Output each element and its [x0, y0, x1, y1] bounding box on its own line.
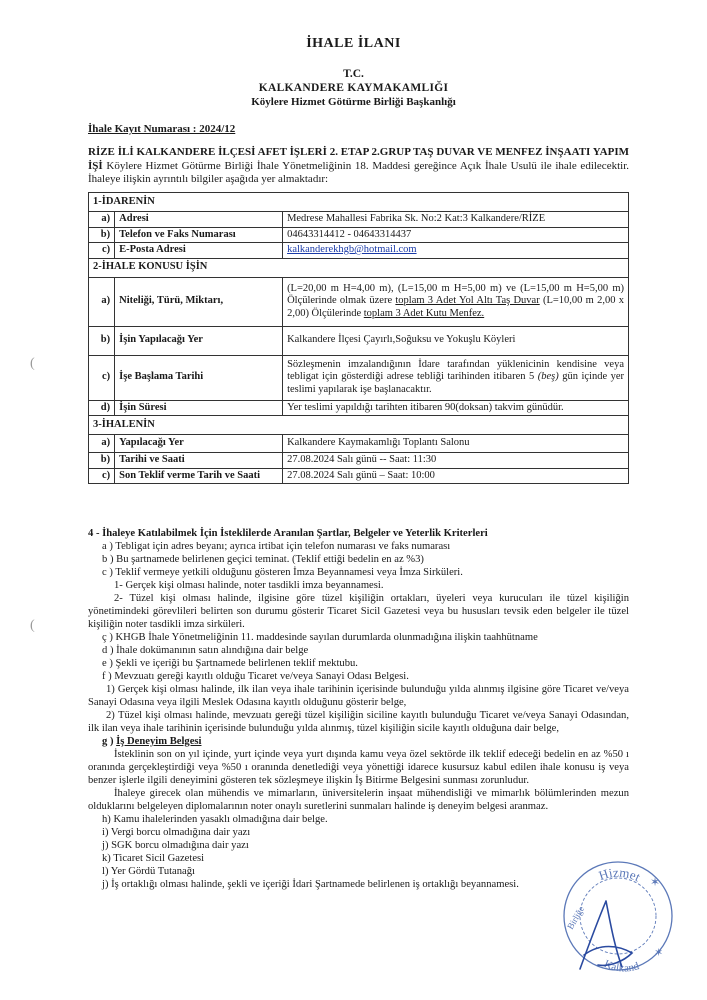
stamp-bottom-text: Kalkand: [602, 957, 641, 974]
table-row: [89, 453, 629, 469]
email-link[interactable]: kalkanderekhgb@hotmail.com: [287, 244, 417, 255]
punch-hole-mark: (: [30, 356, 35, 371]
stamp-star-icon: ✶: [654, 947, 664, 959]
row-value-part: (L=20,00 m H=4,00 m), (L=15,00 m H=5,00 m) ve (L=15,00 m H=5,00 m) Ölçülerinde olmak üzere: [287, 282, 624, 307]
row-value: Yer teslimi yapıldığı tarihten itibaren 90(doksan) takvim günüdür.: [283, 400, 629, 416]
table-row: [89, 468, 629, 484]
handwritten-signature: [570, 895, 640, 975]
document-title: İHALE İLANI: [306, 36, 401, 51]
requirements-section: [88, 527, 629, 891]
row-letter: a): [89, 277, 115, 326]
row-value: 04643314412 - 04643314437: [283, 227, 629, 243]
header-tc: T.C.: [343, 68, 364, 80]
table-row: [89, 212, 629, 228]
stamp-top-text: Hizmet: [596, 864, 643, 885]
row-label: İşin Yapılacağı Yer: [115, 326, 283, 355]
intro-rest: Köylere Hizmet Götürme Birliği İhale Yönetmeliğinin 18. Maddesi gereğince Açık İhale Usulü ile ihale edilecektir. İhaleye ilişkin ayrıntılı bilgiler aşağıda yer almaktadır:: [88, 159, 629, 185]
row-letter: c): [89, 243, 115, 259]
row-letter: c): [89, 468, 115, 484]
row-value: 27.08.2024 Salı günü – Saat: 10:00: [283, 468, 629, 484]
row-value-part: gün içinde yer teslimi yapılarak işe başlanacaktır.: [287, 371, 625, 395]
row-label: Yapılacağı Yer: [115, 435, 283, 453]
table-row: [89, 277, 629, 326]
req-subitem: 2) Tüzel kişi olması halinde, mevzuatı gereği tüzel kişiliğin siciline kayıtlı bulunduğu Ticaret ve/veya Sanayi Odasından, ilk ilan veya ihale tarihinin içerisinde bulunduğu yılda alınmış, tüzel kişiliğin sicile kayıtlı olduğuna dair belge,: [88, 710, 629, 734]
req-item-g: [88, 735, 629, 748]
section-idare: 1-İDARENİN: [89, 193, 629, 212]
ihale-kayit-numarasi: İhale Kayıt Numarası : 2024/12: [88, 123, 236, 135]
row-value-italic: (beş): [537, 371, 559, 383]
req-item: h) Kamu ihalelerinden yasaklı olmadığına dair belge.: [102, 814, 328, 825]
row-letter: b): [89, 453, 115, 469]
req-item: f ) Mevzuatı gereği kayıtlı olduğu Ticaret ve/veya Sanayi Odası Belgesi.: [102, 671, 409, 682]
row-label: E-Posta Adresi: [115, 243, 283, 259]
table-row: [89, 435, 629, 453]
row-value-part: (L=10,00 m 2,00 x 2,00) Ölçülerinde: [287, 295, 624, 319]
row-label: İşe Başlama Tarihi: [115, 355, 283, 400]
req-g-title: İş Deneyim Belgesi: [116, 736, 202, 747]
row-label: Niteliği, Türü, Miktarı,: [115, 277, 283, 326]
row-letter: b): [89, 326, 115, 355]
row-value: 27.08.2024 Salı günü -- Saat: 11:30: [283, 453, 629, 469]
row-label: Telefon ve Faks Numarası: [115, 227, 283, 243]
table-row: [89, 227, 629, 243]
row-value-part: Sözleşmenin imzalandığının İdare tarafından yüklenicinin kendisine veya tebligat için gösterdiği adrese tebliği tarihinden itibaren 5: [287, 358, 624, 383]
table-row: [89, 355, 629, 400]
header-kaymakamlik: KALKANDERE KAYMAKAMLIĞI: [258, 82, 449, 94]
row-label: Son Teklif verme Tarih ve Saati: [115, 468, 283, 484]
ihale-info-table: [88, 192, 629, 484]
requirements-title: 4 - İhaleye Katılabilmek İçin İsteklilerde Aranılan Şartlar, Belgeler ve Yeterlik Kriterleri: [88, 528, 488, 539]
req-item: e ) Şekli ve içeriği bu Şartnamede belirlenen teklif mektubu.: [102, 658, 358, 669]
req-item: a ) Tebligat için adres beyanı; ayrıca irtibat için telefon numarası ve faks numarası: [102, 541, 451, 552]
req-subitem: 1) Gerçek kişi olması halinde, ilk ilan veya ihale tarihinin içerisinde bulunduğu yılda alınmış ilgisine göre Ticaret ve/veya Sanayi Odasına veya ilgili Meslek Odasına kayıtlı olduğunu gösterir belge,: [88, 684, 629, 708]
row-value: Medrese Mahallesi Fabrika Sk. No:2 Kat:3 Kalkandere/RİZE: [283, 212, 629, 228]
row-letter: a): [89, 435, 115, 453]
punch-hole-mark: (: [30, 618, 35, 633]
row-value: Kalkandere Kaymakamlığı Toplantı Salonu: [283, 435, 629, 453]
row-letter: c): [89, 355, 115, 400]
req-paragraph: İsteklinin son on yıl içinde, yurt içinde veya yurt dışında kamu veya özel sektörde ilk teklif edeceği bedelin en az %50 ı oranında gerçekleştirdiği veya %50 ı oranında denetlediği veya yönettiği idarece kusursuz kabul edilen ihale konusu iş veya benzer işlerle ilgili deneyimini gösteren tek sözleşmeye ilişkin İş Bitirme Belgesini sunması zorunludur.: [88, 749, 629, 786]
row-label: Tarihi ve Saati: [115, 453, 283, 469]
intro-bold: RİZE İLİ KALKANDERE İLÇESİ AFET İŞLERİ 2. ETAP 2.GRUP TAŞ DUVAR VE MENFEZ İNŞAATI YAPIM İŞİ: [88, 146, 629, 172]
row-letter: b): [89, 227, 115, 243]
section-ihale: 3-İHALENİN: [89, 416, 629, 435]
req-item: i) Vergi borcu olmadığına dair yazı: [102, 827, 251, 838]
row-value-underlined: toplam 3 Adet Kutu Menfez.: [363, 307, 485, 319]
header-birlik: Köylere Hizmet Götürme Birliği Başkanlığı: [251, 96, 456, 108]
req-item: j) İş ortaklığı olması halinde, şekli ve içeriği İdari Şartnamede belirlenen iş ortaklığı beyannamesi.: [102, 879, 519, 890]
row-label: İşin Süresi: [115, 400, 283, 416]
table-row: [89, 326, 629, 355]
req-item: j) SGK borcu olmadığına dair yazı: [102, 840, 249, 851]
req-item: k) Ticaret Sicil Gazetesi: [102, 853, 205, 864]
req-item: l) Yer Gördü Tutanağı: [102, 866, 195, 877]
req-item: b ) Bu şartnamede belirlenen geçici teminat. (Teklif ettiği bedelin en az %3): [102, 554, 424, 565]
intro-paragraph: [88, 146, 629, 187]
row-value-underlined: toplam 3 Adet Yol Altı Taş Duvar: [395, 295, 540, 307]
req-paragraph: İhaleye girecek olan mühendis ve mimarların, üniversitelerin inşaat mühendisliği ve mimarlık bölümlerinden mezun olduklarını belgeleyen diplomalarının noter onaylı suretlerini sunmaları halinde iş deneyim belgesi aranmaz.: [88, 788, 629, 812]
req-subitem: 1- Gerçek kişi olması halinde, noter tasdikli imza beyannamesi.: [114, 580, 384, 591]
stamp-star-icon: ✶: [650, 875, 661, 889]
table-row: [89, 400, 629, 416]
row-letter: d): [89, 400, 115, 416]
req-item: ç ) KHGB İhale Yönetmeliğinin 11. maddesinde sayılan durumlarda olunmadığına ilişkin taahhütname: [102, 632, 538, 643]
req-g-letter: g ): [102, 736, 114, 747]
row-letter: a): [89, 212, 115, 228]
row-value: Kalkandere İlçesi Çayırlı,Soğuksu ve Yokuşlu Köyleri: [283, 326, 629, 355]
stamp-side-text: Birliğe: [565, 904, 587, 931]
req-item: d ) İhale dokümanının satın alındığına dair belge: [102, 645, 309, 656]
section-konu: 2-İHALE KONUSU İŞİN: [89, 258, 629, 277]
table-row: [89, 243, 629, 259]
row-label: Adresi: [115, 212, 283, 228]
req-item: c ) Teklif vermeye yetkili olduğunu gösteren İmza Beyannamesi veya İmza Sirküleri.: [102, 567, 463, 578]
req-subitem: 2- Tüzel kişi olması halinde, ilgisine göre tüzel kişiliğin ortakları, üyeleri veya kurucuları ile tüzel kişiliğin yönetimindeki görevlileri belirten son durumu gösterir Ticaret Sicil Gazetesi veya bu hususları tevsik eden belgeler ile tüzel kişiliğin noter tasdikli imza sirküleri.: [88, 593, 629, 630]
